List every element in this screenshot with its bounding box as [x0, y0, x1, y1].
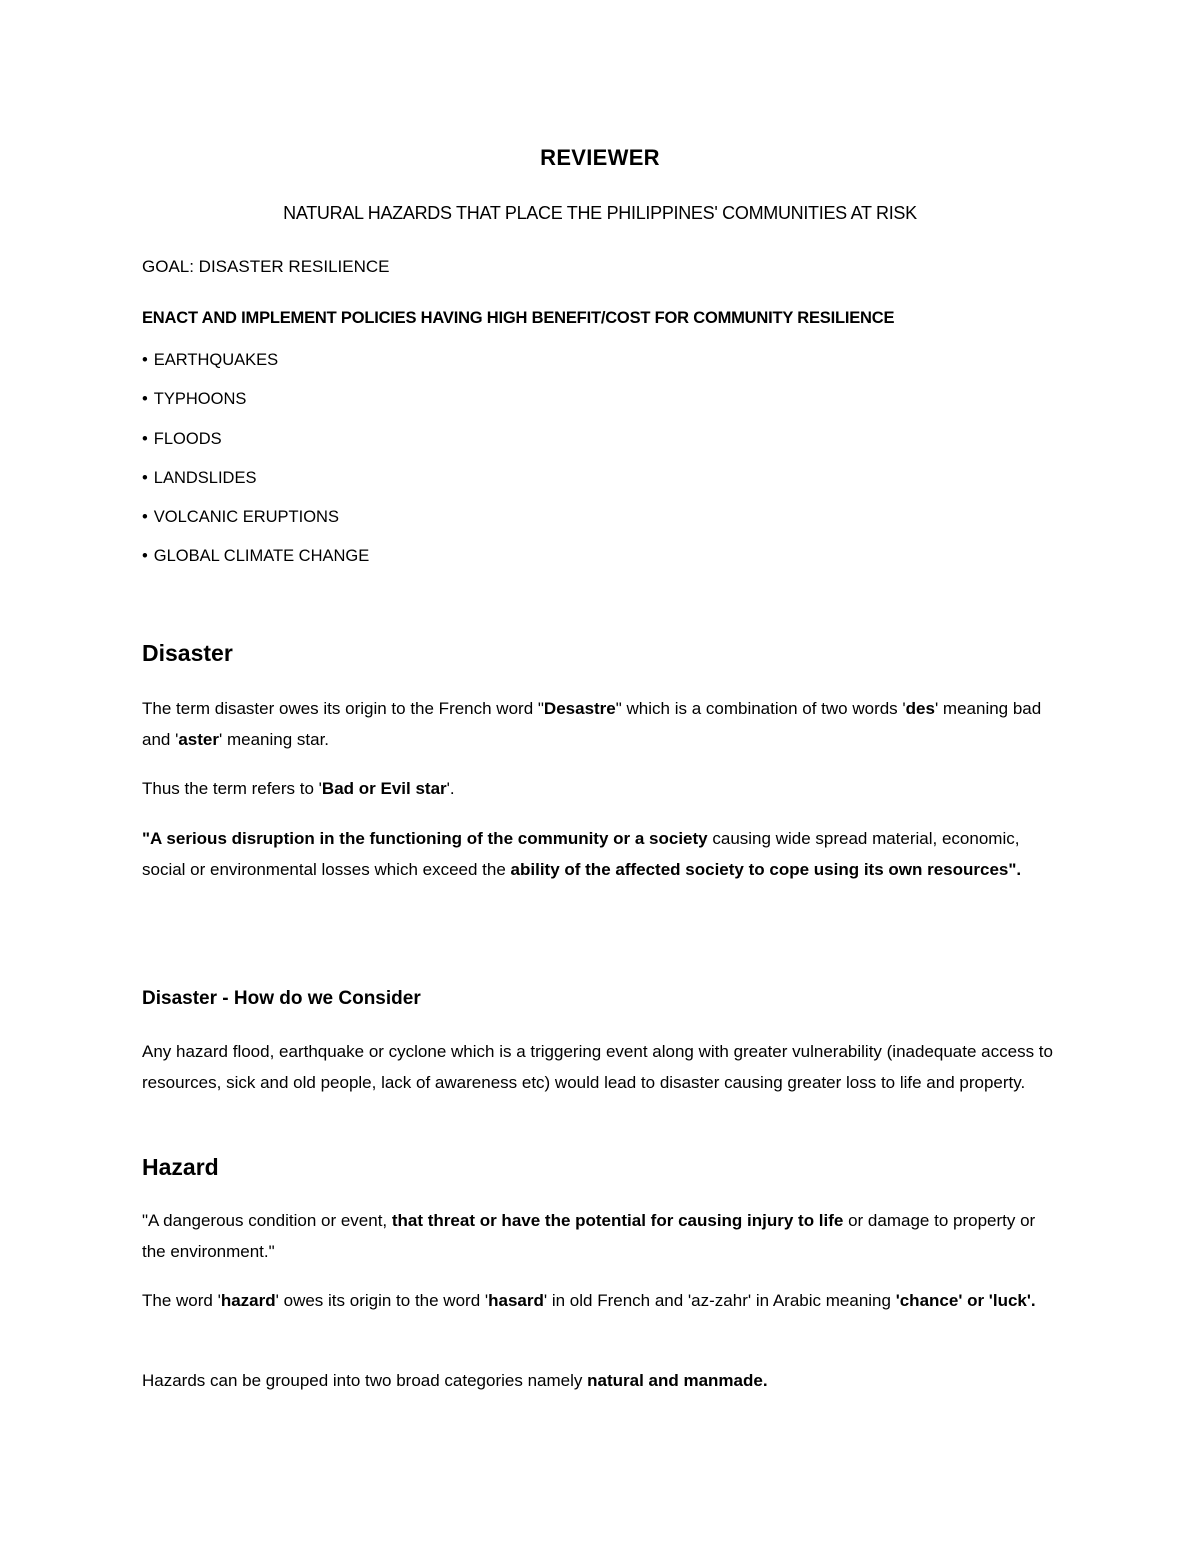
bold-run: 'chance' or 'luck'. [895, 1291, 1036, 1310]
policy-heading: ENACT AND IMPLEMENT POLICIES HAVING HIGH BENEFIT/COST FOR COMMUNITY RESILIENCE [142, 309, 895, 327]
bullet-icon: • [142, 547, 148, 566]
disaster-meaning-paragraph [142, 774, 1062, 805]
list-item-label: FLOODS [153, 429, 222, 448]
document-title: REVIEWER [540, 145, 660, 170]
list-item-label: LANDSLIDES [153, 468, 257, 487]
text-run: Hazards can be grouped into two broad categories namely [142, 1371, 588, 1390]
hazard-categories-paragraph [142, 1366, 1062, 1397]
document-subtitle: NATURAL HAZARDS THAT PLACE THE PHILIPPINES' COMMUNITIES AT RISK [283, 203, 917, 223]
text-run: ' meaning star. [218, 729, 330, 749]
hazard-origin-paragraph [142, 1286, 1062, 1317]
text-run: The word ' [142, 1291, 221, 1310]
list-item-label: GLOBAL CLIMATE CHANGE [153, 547, 370, 566]
bold-run: Bad or Evil star [321, 779, 447, 798]
disaster-definition-paragraph [142, 824, 1062, 885]
disaster-origin-paragraph [142, 694, 1062, 755]
bold-run: hasard [488, 1291, 544, 1310]
bullet-icon: • [142, 429, 148, 448]
text-run: causing wide spread material, economic, social or environmental losses which exceed the [142, 829, 1020, 879]
bold-run: natural and manmade. [587, 1371, 768, 1390]
text-run: Thus the term refers to ' [142, 779, 322, 798]
disaster-consider-paragraph: Any hazard flood, earthquake or cyclone which is a triggering event along with greater vulnerability (inadequate access to resources, sick and old people, lack of awareness etc) would lead to disaster causing greater loss to life and property. [142, 1042, 1053, 1092]
bold-run: that threat or have the potential for causing injury to life [391, 1211, 844, 1230]
text-run: " which is a combination of two words ' [615, 699, 906, 718]
text-run: The term disaster owes its origin to the French word " [142, 699, 544, 718]
text-run: ' in old French and 'az-zahr' in Arabic meaning [543, 1291, 896, 1310]
text-run: "A dangerous condition or event, [142, 1211, 392, 1230]
text-run: or damage to property or the environment." [142, 1211, 1036, 1261]
bold-run: Desastre [543, 699, 616, 718]
bold-run: des [905, 699, 935, 718]
goal-line: GOAL: DISASTER RESILIENCE [142, 257, 390, 276]
list-item [142, 384, 369, 423]
bullet-icon: • [142, 390, 148, 409]
bullet-icon: • [142, 468, 148, 487]
disaster-consider-heading: Disaster - How do we Consider [142, 988, 421, 1009]
list-item [142, 541, 369, 580]
disaster-heading: Disaster [142, 640, 233, 666]
list-item [142, 502, 369, 541]
bullet-icon: • [142, 351, 148, 369]
bold-run: aster [178, 729, 219, 749]
list-item-label: EARTHQUAKES [153, 351, 279, 369]
text-run: ' owes its origin to the word ' [275, 1291, 489, 1310]
bold-run: hazard [220, 1291, 276, 1310]
text-run: '. [446, 779, 455, 798]
bold-run: ability of the affected society to cope using its own resources". [510, 859, 1022, 879]
list-item [142, 463, 369, 502]
hazard-list [142, 345, 369, 581]
bullet-icon: • [142, 508, 148, 527]
list-item [142, 345, 369, 384]
list-item [142, 424, 369, 463]
text-run: ' meaning bad and ' [142, 699, 1042, 749]
hazard-heading: Hazard [142, 1154, 219, 1180]
bold-run: "A serious disruption in the functioning of the community or a society [142, 829, 708, 848]
list-item-label: TYPHOONS [153, 390, 247, 409]
list-item-label: VOLCANIC ERUPTIONS [153, 508, 339, 527]
hazard-definition-paragraph [142, 1206, 1062, 1267]
